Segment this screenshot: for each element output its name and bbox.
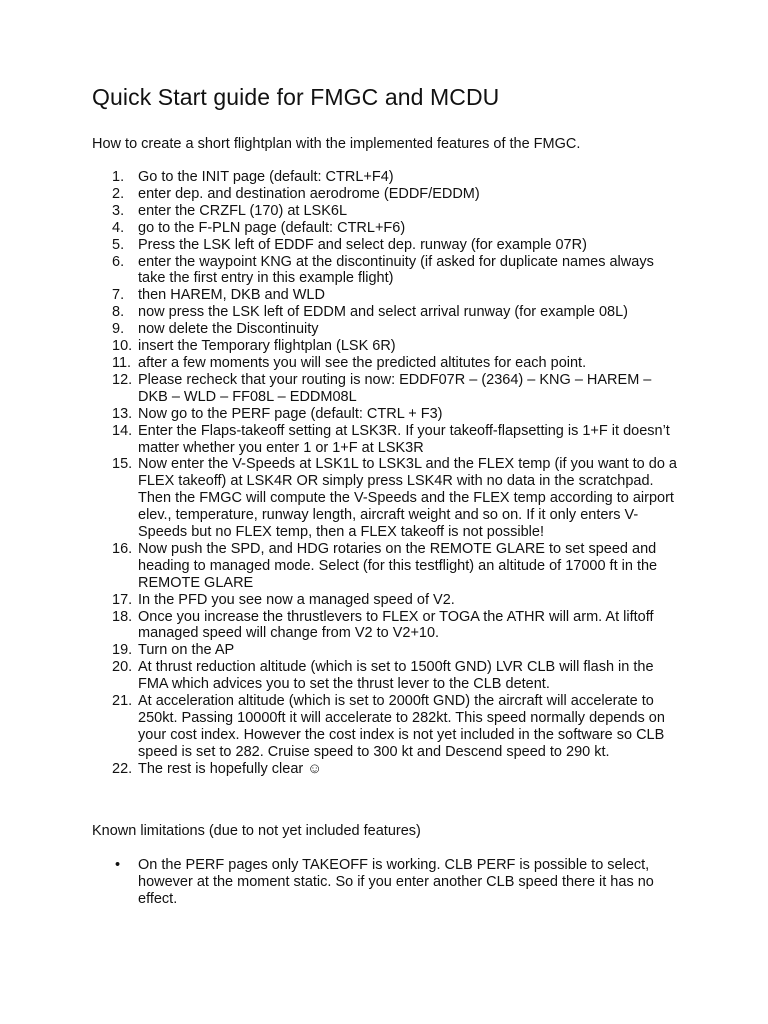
list-item	[92, 761, 682, 778]
list-item	[92, 203, 682, 220]
limitations-heading: Known limitations (due to not yet included features)	[92, 823, 421, 839]
step-number: 1.	[112, 169, 125, 185]
step-text: The rest is hopefully clear ☺	[138, 760, 323, 777]
list-item	[92, 423, 682, 457]
list-item	[92, 642, 682, 659]
step-number: 22.	[112, 760, 133, 777]
intro-paragraph: How to create a short flightplan with the implemented features of the FMGC.	[92, 136, 581, 152]
list-item	[92, 609, 682, 643]
step-number: 20.	[112, 659, 133, 676]
list-item	[92, 659, 682, 693]
step-number: 5.	[112, 236, 125, 253]
step-text: insert the Temporary flightplan (LSK 6R)	[138, 338, 396, 355]
step-number: 12.	[112, 371, 133, 388]
step-number: 3.	[112, 202, 125, 219]
list-item	[92, 456, 682, 541]
step-number: 13.	[112, 405, 133, 422]
page-title: Quick Start guide for FMGC and MCDU	[92, 84, 500, 110]
list-item	[92, 592, 682, 609]
step-text: At acceleration altitude (which is set to 2000ft GND) the aircraft will accelerate to 250kt. Passing 10000ft it will accelerate to 282kt. This speed normally depends on your cost index. However the cost index is not yet included in the software so CLB speed is set to 282. Cruise speed to 300 kt and Descend speed to 290 kt.	[138, 693, 665, 760]
list-item	[92, 541, 682, 592]
list-item	[92, 355, 682, 372]
step-number: 8.	[112, 304, 125, 321]
steps-list	[92, 169, 682, 778]
step-number: 6.	[112, 253, 125, 270]
list-item	[92, 237, 682, 254]
list-item	[92, 857, 682, 908]
step-text: Press the LSK left of EDDF and select dep. runway (for example 07R)	[138, 236, 587, 253]
step-text: now press the LSK left of EDDM and select arrival runway (for example 08L)	[138, 304, 628, 321]
step-number: 18.	[112, 608, 133, 625]
limitations-list	[92, 857, 682, 908]
step-number: 9.	[112, 321, 125, 338]
list-item	[92, 372, 682, 406]
step-text: go to the F-PLN page (default: CTRL+F6)	[138, 219, 406, 236]
step-number: 7.	[112, 287, 125, 304]
step-number: 2.	[112, 185, 125, 202]
step-text: enter the waypoint KNG at the discontinuity (if asked for duplicate names always take the first entry in this example flight)	[138, 253, 654, 287]
step-number: 17.	[112, 591, 133, 608]
step-text: Once you increase the thrustlevers to FLEX or TOGA the ATHR will arm. At liftoff managed speed will change from V2 to V2+10.	[138, 608, 654, 642]
list-item	[92, 304, 682, 321]
list-item	[92, 406, 682, 423]
step-text: Enter the Flaps-takeoff setting at LSK3R. If your takeoff-flapsetting is 1+F it doesn’t matter whether you enter 1 or 1+F at LSK3R	[138, 422, 670, 456]
step-number: 16.	[112, 540, 133, 557]
step-number: 15.	[112, 456, 133, 473]
list-item	[92, 186, 682, 203]
step-text: enter the CRZFL (170) at LSK6L	[138, 202, 348, 219]
step-text: Now go to the PERF page (default: CTRL + F3)	[138, 405, 443, 422]
step-number: 4.	[112, 219, 125, 236]
step-text: Please recheck that your routing is now: EDDF07R – (2364) – KNG – HAREM – DKB – WLD – FF08L – EDDM08L	[138, 371, 652, 405]
step-number: 14.	[112, 422, 133, 439]
list-item	[92, 338, 682, 355]
list-item	[92, 693, 682, 761]
step-text: enter dep. and destination aerodrome (EDDF/EDDM)	[138, 185, 480, 202]
step-text: In the PFD you see now a managed speed of V2.	[138, 591, 455, 608]
list-item	[92, 169, 682, 186]
step-text: then HAREM, DKB and WLD	[138, 287, 325, 304]
step-text: Now enter the V-Speeds at LSK1L to LSK3L and the FLEX temp (if you want to do a FLEX takeoff) at LSK4R OR simply press LSK4R with no data in the scratchpad. Then the FMGC will compute the V-Speeds and the FLEX temp according to airport elev., temperature, runway length, aircraft weight and so on. If it only enters V-Speeds but no FLEX temp, then a FLEX takeoff is not possible!	[138, 456, 677, 541]
limitation-text: On the PERF pages only TAKEOFF is working. CLB PERF is possible to select, however at the moment static. So if you enter another CLB speed there it has no effect.	[138, 857, 654, 907]
step-number: 11.	[112, 354, 132, 371]
list-item	[92, 321, 682, 338]
step-text: now delete the Discontinuity	[138, 321, 319, 338]
step-text: after a few moments you will see the predicted altitutes for each point.	[138, 354, 587, 371]
bullet-icon: •	[115, 857, 121, 873]
step-text: Go to the INIT page (default: CTRL+F4)	[138, 169, 394, 185]
step-text: At thrust reduction altitude (which is set to 1500ft GND) LVR CLB will flash in the FMA which advices you to set the thrust lever to the CLB detent.	[138, 659, 654, 693]
list-item	[92, 220, 682, 237]
list-item	[92, 287, 682, 304]
step-number: 21.	[112, 693, 133, 710]
step-text: Now push the SPD, and HDG rotaries on the REMOTE GLARE to set speed and heading to managed mode. Select (for this testflight) an altitude of 17000 ft in the REMOTE GLARE	[138, 540, 658, 591]
step-text: Turn on the AP	[138, 642, 235, 659]
step-number: 10.	[112, 338, 133, 355]
list-item	[92, 254, 682, 288]
step-number: 19.	[112, 642, 133, 659]
